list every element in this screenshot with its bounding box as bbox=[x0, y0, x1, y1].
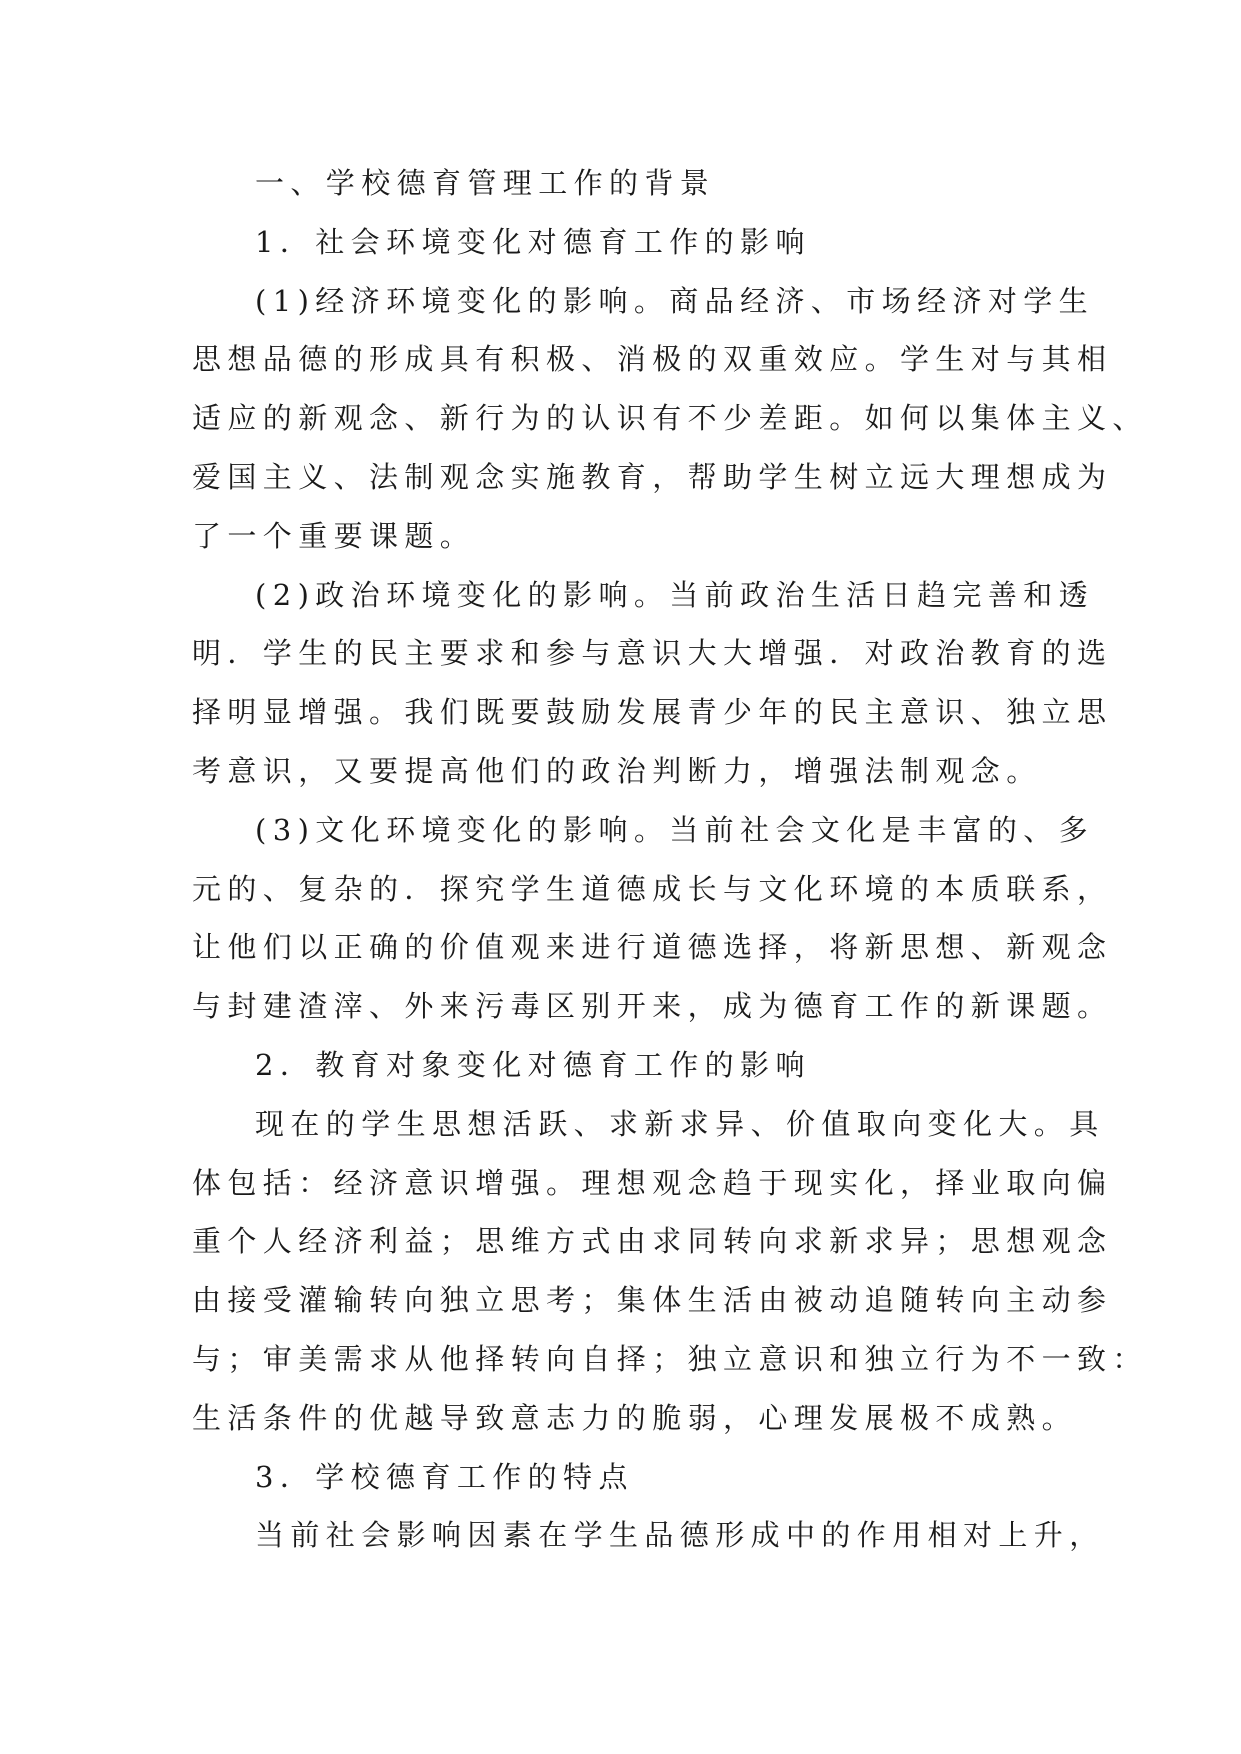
text-line: 思想品德的形成具有积极、消极的双重效应。学生对与其相 bbox=[192, 342, 1113, 377]
text-line: 体包括：经济意识增强。理想观念趋于现实化，择业取向偏 bbox=[192, 1165, 1113, 1200]
text-line: 爱国主义、法制观念实施教育，帮助学生树立远大理想成为 bbox=[192, 459, 1113, 494]
document-body bbox=[192, 154, 1148, 1565]
text-line: 了一个重要课题。 bbox=[192, 518, 476, 553]
text-line: 1．社会环境变化对德育工作的影响 bbox=[255, 224, 811, 259]
text-line: 一、学校德育管理工作的背景 bbox=[255, 166, 716, 200]
text-line: 重个人经济利益；思维方式由求同转向求新求异；思想观念 bbox=[192, 1224, 1113, 1259]
text-line: 现在的学生思想活跃、求新求异、价值取向变化大。具 bbox=[255, 1106, 1105, 1141]
text-line: 与；审美需求从他择转向自择；独立意识和独立行为不一致： bbox=[192, 1341, 1148, 1376]
text-line: 生活条件的优越导致意志力的脆弱，心理发展极不成熟。 bbox=[192, 1400, 1078, 1435]
text-line: 让他们以正确的价值观来进行道德选择，将新思想、新观念 bbox=[192, 930, 1113, 965]
text-line: (3)文化环境变化的影响。当前社会文化是丰富的、多 bbox=[255, 812, 1095, 847]
text-line: 当前社会影响因素在学生品德形成中的作用相对上升， bbox=[255, 1518, 1105, 1553]
text-line: (2)政治环境变化的影响。当前政治生活日趋完善和透 bbox=[255, 577, 1095, 612]
text-line: 元的、复杂的．探究学生道德成长与文化环境的本质联系， bbox=[192, 871, 1113, 906]
text-line: 择明显增强。我们既要鼓励发展青少年的民主意识、独立思 bbox=[192, 695, 1113, 730]
text-line: 3．学校德育工作的特点 bbox=[255, 1459, 634, 1494]
text-line: (1)经济环境变化的影响。商品经济、市场经济对学生 bbox=[255, 283, 1095, 318]
text-line: 由接受灌输转向独立思考；集体生活由被动追随转向主动参 bbox=[192, 1283, 1113, 1318]
text-line: 考意识，又要提高他们的政治判断力，增强法制观念。 bbox=[192, 753, 1042, 788]
text-line: 与封建渣滓、外来污毒区别开来，成为德育工作的新课题。 bbox=[192, 989, 1113, 1024]
text-line: 明．学生的民主要求和参与意识大大增强．对政治教育的选 bbox=[192, 636, 1113, 671]
text-line: 适应的新观念、新行为的认识有不少差距。如何以集体主义、 bbox=[192, 401, 1148, 436]
text-line: 2．教育对象变化对德育工作的影响 bbox=[255, 1047, 811, 1082]
